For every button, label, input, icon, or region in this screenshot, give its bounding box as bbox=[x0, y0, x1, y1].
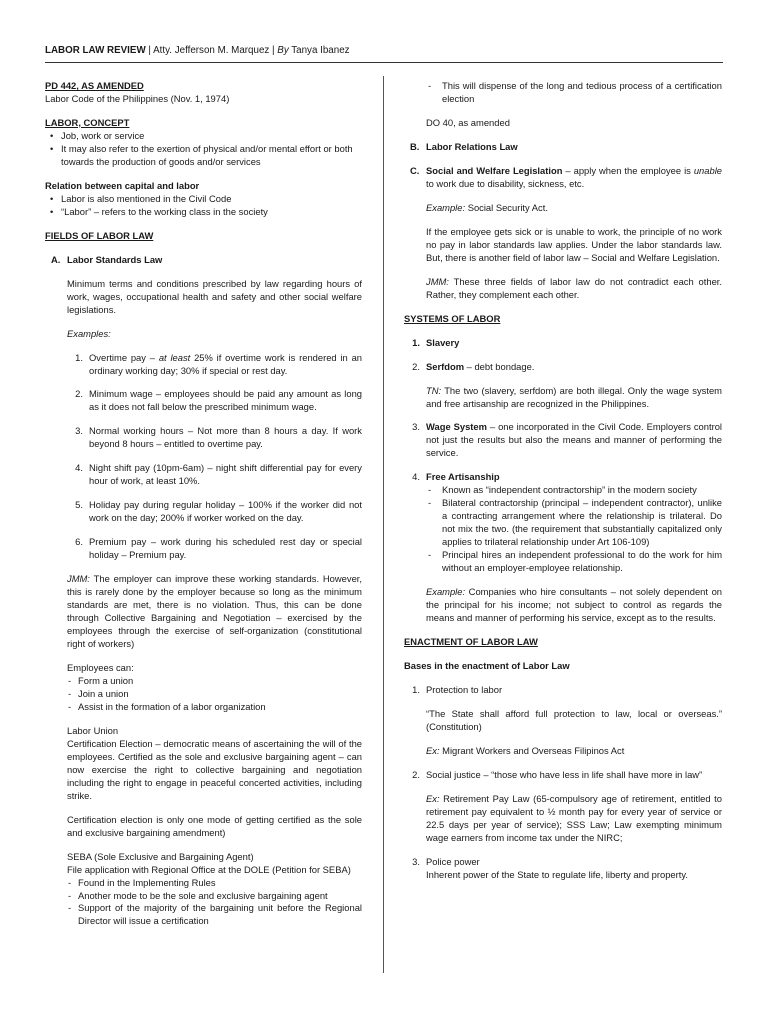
field-c-paragraph: If the employee gets sick or is unable to work, the principle of no work no pay in labor standards law applies. Under the labor standards law. But, there is another field of labor law – Social and Welfare Legislation. bbox=[426, 225, 722, 263]
list-text: Slavery bbox=[426, 336, 460, 348]
column-divider bbox=[383, 76, 384, 973]
list-text: Normal working hours – Not more than 8 hours a day. If work beyond 8 hours – entitled to overtime pay. bbox=[89, 425, 362, 450]
jmm-note bbox=[404, 276, 722, 302]
example-text: Social Security Act. bbox=[465, 201, 548, 213]
list-item: - Bilateral contractorship (principal – independent contractor), unlike a contracting arrangement where the relationship is trilateral. Do not mix the two. (the requirement that substantially capitalized only applies to trilateral relationship under Art 106-109) bbox=[404, 497, 722, 549]
list-item: - Assist in the formation of a labor organization bbox=[67, 701, 362, 714]
list-number: 4. bbox=[75, 462, 83, 474]
field-c-example bbox=[404, 202, 722, 215]
certification-election-text: Certification Election – democratic means of ascertaining the will of the employees. Certified as the sole and exclusive bargaining agent – can now exercise the right to collective bargaining and negotiation including the right to engage in peaceful concerted activities, including strike. bbox=[67, 737, 362, 801]
list-item: - Another mode to be the sole and exclusive bargaining agent bbox=[67, 890, 362, 903]
list-item: • It may also refer to the exertion of physical and/or mental effort or both towards the production of goods and/or services bbox=[45, 143, 362, 169]
list-item bbox=[67, 462, 362, 488]
list-item: • Labor is also mentioned in the Civil Code bbox=[45, 193, 362, 206]
field-b-title: Labor Relations Law bbox=[426, 140, 518, 152]
list-number: 2. bbox=[412, 360, 420, 372]
do40-text: DO 40, as amended bbox=[426, 116, 510, 128]
list-number: 3. bbox=[75, 425, 83, 437]
header-instructor: | Atty. Jefferson M. Marquez | bbox=[145, 45, 278, 56]
list-item bbox=[67, 499, 362, 525]
list-item bbox=[67, 388, 362, 414]
note-label: TN: bbox=[426, 384, 442, 396]
list-number: 4. bbox=[412, 471, 420, 483]
list-text: Overtime pay – bbox=[89, 351, 159, 363]
list-number: 3. bbox=[412, 855, 420, 867]
list-item bbox=[404, 471, 722, 484]
list-item bbox=[404, 684, 722, 697]
list-item bbox=[404, 856, 722, 869]
example-label: Ex: bbox=[426, 744, 440, 756]
header-author: Tanya Ibanez bbox=[288, 45, 350, 56]
list-text: – debt bondage. bbox=[464, 360, 535, 372]
example-label: Ex: bbox=[426, 792, 440, 804]
example-text: Migrant Workers and Overseas Filipinos Act bbox=[439, 744, 625, 756]
list-number: 1. bbox=[412, 683, 420, 695]
header-title: LABOR LAW REVIEW bbox=[45, 45, 146, 56]
list-text-emphasis: at least bbox=[158, 351, 191, 363]
list-text: Premium pay – work during his scheduled rest day or special holiday – Premium pay. bbox=[89, 536, 362, 561]
list-number: 5. bbox=[75, 499, 83, 511]
list-text: Holiday pay during regular holiday – 100% if the worker did not work on the day; 200% if worker worked on the day. bbox=[89, 499, 362, 524]
field-a-definition: Minimum terms and conditions prescribed by law regarding hours of work, wages, occupational health and safety and other social welfare legislations. bbox=[67, 277, 362, 315]
section-title-enactment: ENACTMENT OF LABOR LAW bbox=[404, 636, 538, 648]
pd442-subtitle: Labor Code of the Philippines (Nov. 1, 1974) bbox=[45, 92, 230, 104]
list-text: Serfdom bbox=[426, 360, 465, 372]
list-item bbox=[404, 361, 722, 374]
field-a-title: Labor Standards Law bbox=[67, 253, 163, 265]
note-text: The employer can improve these working standards. However, this is rarely done by the employer because so long as the minimum standards are met, there is no violation. Thus, this can be done through Collective Bargaining and Negotiation – exercised by the employees through the exercise of self-organization (constitutional right of workers) bbox=[67, 573, 362, 649]
left-column bbox=[45, 80, 362, 928]
example-label: Example: bbox=[426, 201, 466, 213]
list-item: • “Labor” – refers to the working class in the society bbox=[45, 206, 362, 219]
list-item: - Found in the Implementing Rules bbox=[67, 877, 362, 890]
note-label: JMM: bbox=[67, 573, 90, 585]
list-text: Wage System bbox=[426, 421, 487, 433]
protection-example bbox=[404, 745, 722, 758]
field-c-emphasis: unable bbox=[693, 164, 722, 176]
list-number: 6. bbox=[75, 536, 83, 548]
list-text: Protection to labor bbox=[426, 683, 503, 695]
constitution-quote: “The State shall afford full protection to law, local or overseas.” (Constitution) bbox=[426, 707, 722, 732]
list-text: Free Artisanship bbox=[426, 471, 500, 483]
free-artisanship-example bbox=[404, 586, 722, 625]
list-item: - Principal hires an independent professional to do the work for him without an employer-employee relationship. bbox=[404, 549, 722, 575]
list-number: 2. bbox=[412, 768, 420, 780]
list-text: 25% if overtime work is rendered in an ordinary working day; 30% if special or rest day. bbox=[89, 351, 362, 376]
section-title-pd442: PD 442, AS AMENDED bbox=[45, 80, 144, 91]
jmm-note bbox=[67, 573, 362, 651]
field-c-title: Social and Welfare Legislation bbox=[426, 164, 563, 176]
example-text: Companies who hire consultants – not solely dependent on the principal for his income; not subject to control as regards the means and manner of performing his service, except as to the results. bbox=[426, 586, 722, 624]
list-number: 2. bbox=[75, 388, 83, 400]
list-text: – one incorporated in the Civil Code. Employers control not just the results but also the means and manner of performing the service. bbox=[426, 421, 722, 459]
note-text: The two (slavery, serfdom) are both illegal. Only the wage system and free artisanship are recognized in the Philippines. bbox=[426, 384, 722, 409]
field-c-text: to work due to disability, sickness, etc. bbox=[426, 177, 585, 189]
list-item: - Known as “independent contractorship” in the modern society bbox=[404, 484, 722, 497]
tn-note bbox=[404, 385, 722, 411]
section-title-fields: FIELDS OF LABOR LAW bbox=[45, 229, 154, 241]
list-item bbox=[404, 421, 722, 460]
field-c-letter: C. bbox=[410, 164, 420, 176]
list-text: Police power bbox=[426, 855, 480, 867]
relation-heading: Relation between capital and labor bbox=[45, 179, 200, 191]
list-item bbox=[404, 769, 722, 782]
header-by: By bbox=[277, 45, 289, 56]
list-item: - This will dispense of the long and tedious process of a certification election bbox=[404, 80, 722, 106]
section-title-labor-concept: LABOR, CONCEPT bbox=[45, 116, 130, 128]
field-b-heading bbox=[404, 141, 722, 154]
list-item bbox=[404, 337, 722, 350]
note-text: These three fields of labor law do not contradict each other. Rather, they complement each other. bbox=[426, 275, 722, 300]
list-item bbox=[67, 352, 362, 378]
list-item: - Join a union bbox=[67, 688, 362, 701]
list-item: - Form a union bbox=[67, 675, 362, 688]
certification-only-text: Certification election is only one mode of getting certified as the sole and exclusive bargaining amendment) bbox=[67, 813, 362, 838]
police-power-definition: Inherent power of the State to regulate life, liberty and property. bbox=[426, 868, 688, 880]
list-item bbox=[67, 536, 362, 562]
employees-can-label: Employees can: bbox=[67, 661, 134, 673]
field-c-heading bbox=[404, 165, 722, 191]
seba-file: File application with Regional Office at the DOLE (Petition for SEBA) bbox=[67, 863, 351, 875]
list-number: 3. bbox=[412, 421, 420, 433]
note-label: JMM: bbox=[426, 275, 449, 287]
header-divider bbox=[45, 62, 723, 63]
bases-heading: Bases in the enactment of Labor Law bbox=[404, 660, 570, 671]
labor-union-label: Labor Union bbox=[67, 724, 119, 736]
list-number: 1. bbox=[75, 351, 83, 363]
field-b-letter: B. bbox=[410, 140, 420, 152]
example-label: Example: bbox=[426, 586, 466, 598]
example-text: Retirement Pay Law (65-compulsory age of retirement, entitled to retirement pay equivalent to ½ month pay for every year of service or 22.5 days per year of service); SSS Law; Law exempting minimum wage earners from income tax under the NIRC; bbox=[426, 792, 722, 843]
field-c-text: – apply when the employee is bbox=[562, 164, 694, 176]
social-justice-example bbox=[404, 793, 722, 845]
field-a-heading bbox=[45, 254, 362, 267]
list-item bbox=[67, 425, 362, 451]
right-column bbox=[404, 80, 722, 882]
section-title-systems: SYSTEMS OF LABOR bbox=[404, 312, 501, 324]
list-text: Night shift pay (10pm-6am) – night shift differential pay for every hour of work, at least 10%. bbox=[89, 462, 362, 487]
seba-title: SEBA (Sole Exclusive and Bargaining Agent) bbox=[67, 850, 254, 862]
list-text: Minimum wage – employees should be paid any amount as long as it does not fall below the prescribed minimum wage. bbox=[89, 388, 362, 413]
list-item: - Support of the majority of the bargaining unit before the Regional Director will issue a certification bbox=[67, 902, 362, 928]
running-header bbox=[45, 44, 350, 58]
list-number: 1. bbox=[412, 336, 420, 348]
list-text: Social justice – “those who have less in life shall have more in law” bbox=[426, 768, 703, 780]
field-a-letter: A. bbox=[51, 253, 61, 265]
list-item: • Job, work or service bbox=[45, 130, 362, 143]
examples-label: Examples: bbox=[67, 327, 111, 339]
